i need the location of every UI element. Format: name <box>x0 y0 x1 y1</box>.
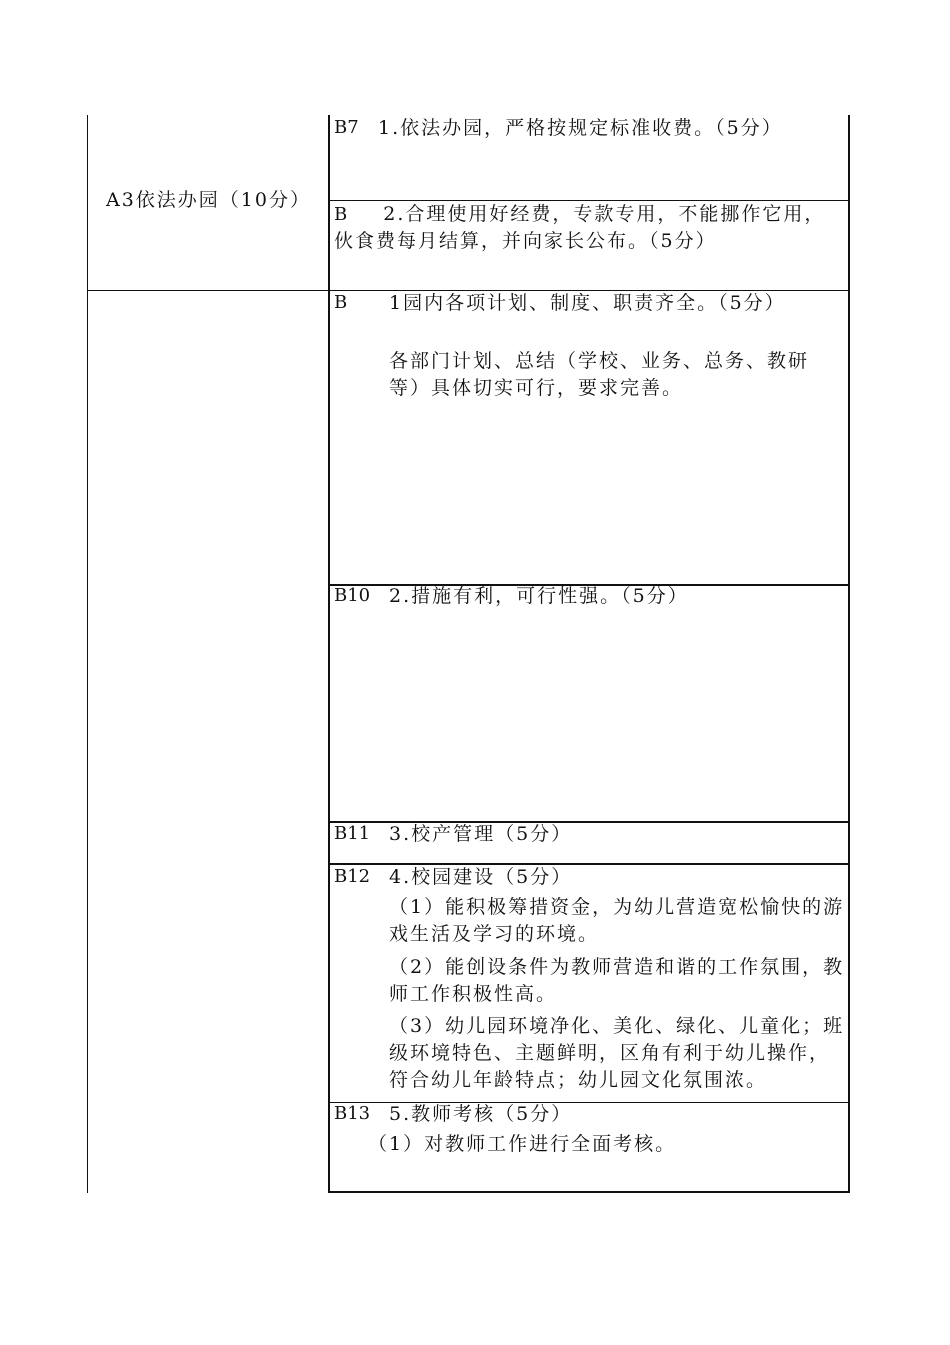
row-title-b10: 2.措施有利，可行性强。（5分） <box>389 585 689 607</box>
row-title-b11: 3.校产管理（5分） <box>389 823 573 845</box>
a3-section-label: A3依法办园（10分） <box>106 189 311 211</box>
row-code-b11: B11 <box>334 823 371 844</box>
b12-item-3: （3）幼儿园环境净化、美化、绿化、儿童化；班级环境特色、主题鲜明，区角有利于幼儿操作，符合幼儿年龄特点；幼儿园文化氛围浓。 <box>389 1015 845 1091</box>
row-code-b9: B <box>334 292 348 313</box>
table-bottom-border <box>328 1191 850 1193</box>
row-title-b12: 4.校园建设（5分） <box>389 866 573 888</box>
row-code-b8: B <box>334 204 348 225</box>
row-title-b9: 1园内各项计划、制度、职责齐全。（5分） <box>389 292 786 314</box>
row-text-b8 <box>334 201 844 255</box>
row-code-b12: B12 <box>334 866 371 887</box>
middle-border <box>328 115 330 1193</box>
b12-item-1: （1）能积极筹措资金，为幼儿营造宽松愉快的游戏生活及学习的环境。 <box>389 896 845 945</box>
row-title-b7: 1.依法办园，严格按规定标准收费。（5分） <box>378 117 783 139</box>
row-code-b7: B7 <box>334 117 359 138</box>
b12-item-2: （2）能创设条件为教师营造和谐的工作氛围，教师工作积极性高。 <box>389 956 845 1005</box>
left-border <box>87 115 88 1193</box>
row-title-b13: 5.教师考核（5分） <box>389 1103 573 1125</box>
b13-item-1: （1）对教师工作进行全面考核。 <box>368 1133 677 1155</box>
right-border <box>848 115 850 1193</box>
row-title-b8: 2.合理使用好经费，专款专用，不能挪作它用，伙食费每月结算，并向家长公布。（5分） <box>334 203 826 252</box>
row-code-b13: B13 <box>334 1103 371 1124</box>
row-code-b10: B10 <box>334 585 371 606</box>
row-detail-b9: 各部门计划、总结（学校、业务、总务、教研等）具体切实可行，要求完善。 <box>389 350 810 399</box>
